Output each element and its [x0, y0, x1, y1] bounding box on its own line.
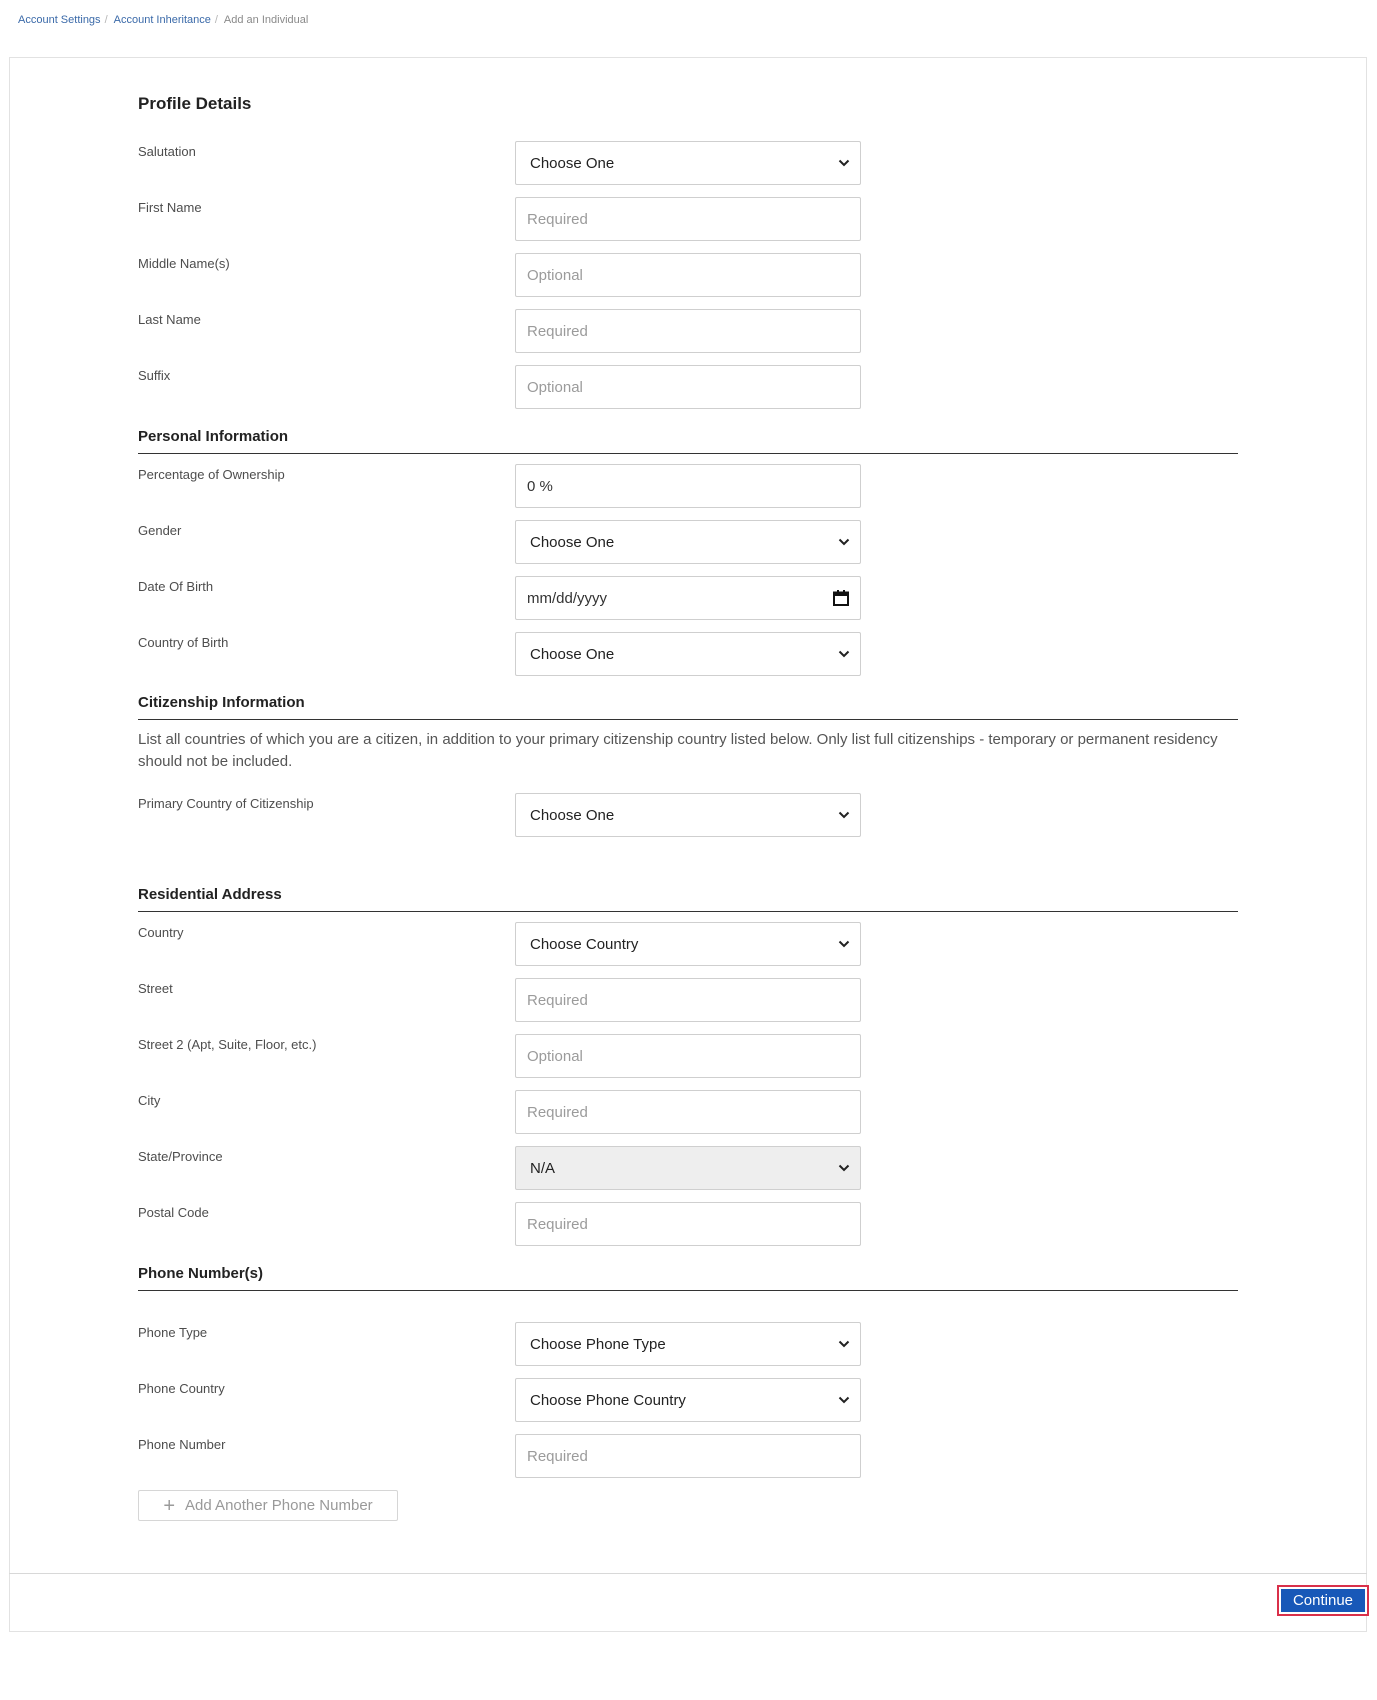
suffix-input[interactable]: Optional	[515, 365, 861, 409]
last-name-input[interactable]: Required	[515, 309, 861, 353]
breadcrumb-current: Add an Individual	[223, 14, 309, 26]
state-value: N/A	[530, 1159, 556, 1177]
label-city: City	[138, 1093, 161, 1108]
label-first-name: First Name	[138, 200, 202, 215]
dob-input[interactable]	[515, 576, 861, 620]
chevron-down-icon	[838, 538, 850, 546]
chevron-down-icon	[838, 159, 850, 167]
citizenship-help-text: List all countries of which you are a citizen, in addition to your primary citizenship country listed below. Only list full citizenships - temporary or permanent residency should not be included.	[138, 731, 1218, 770]
street2-input[interactable]: Optional	[515, 1034, 861, 1078]
label-salutation: Salutation	[138, 144, 196, 159]
section-title-profile: Profile Details	[138, 94, 252, 113]
label-postal: Postal Code	[138, 1205, 209, 1220]
salutation-value: Choose One	[530, 154, 615, 172]
section-title-phone: Phone Number(s)	[138, 1265, 264, 1282]
dob-value: mm/dd/yyyy	[527, 589, 608, 607]
street-input[interactable]: Required	[515, 978, 861, 1022]
label-dob: Date Of Birth	[138, 579, 214, 594]
section-title-personal: Personal Information	[138, 428, 289, 445]
label-suffix: Suffix	[138, 368, 171, 383]
first-name-input[interactable]: Required	[515, 197, 861, 241]
country-of-birth-select[interactable]	[515, 632, 861, 676]
section-divider	[138, 719, 1238, 720]
primary-citizenship-select[interactable]	[515, 793, 861, 837]
phone-country-value: Choose Phone Country	[530, 1391, 686, 1409]
add-phone-label: Add Another Phone Number	[185, 1497, 373, 1514]
chevron-down-icon	[838, 1340, 850, 1348]
breadcrumb-separator: /	[214, 14, 218, 26]
calendar-icon[interactable]	[832, 589, 850, 607]
ownership-input[interactable]: 0 %	[515, 464, 861, 508]
section-divider	[138, 911, 1238, 912]
primary-citizenship-value: Choose One	[530, 806, 615, 824]
breadcrumb-separator: /	[104, 14, 108, 26]
city-input[interactable]: Required	[515, 1090, 861, 1134]
section-divider	[138, 453, 1238, 454]
label-phone-type: Phone Type	[138, 1325, 208, 1340]
label-street2: Street 2 (Apt, Suite, Floor, etc.)	[138, 1037, 317, 1052]
postal-code-input[interactable]: Required	[515, 1202, 861, 1246]
section-title-citizenship: Citizenship Information	[138, 694, 305, 711]
continue-label: Continue	[1281, 1589, 1365, 1612]
breadcrumb	[18, 14, 308, 26]
plus-icon: +	[163, 1494, 176, 1517]
gender-select[interactable]	[515, 520, 861, 564]
label-address-country: Country	[138, 925, 184, 940]
footer-divider	[9, 1573, 1367, 1574]
chevron-down-icon	[838, 811, 850, 819]
label-phone-country: Phone Country	[138, 1381, 225, 1396]
breadcrumb-account-settings[interactable]: Account Settings	[18, 14, 101, 26]
phone-country-select[interactable]	[515, 1378, 861, 1422]
phone-type-value: Choose Phone Type	[530, 1335, 666, 1353]
phone-number-input[interactable]: Required	[515, 1434, 861, 1478]
state-select[interactable]	[515, 1146, 861, 1190]
label-primary-citizenship: Primary Country of Citizenship	[138, 796, 314, 811]
section-divider	[138, 1290, 1238, 1291]
label-country-of-birth: Country of Birth	[138, 635, 229, 650]
continue-button[interactable]	[1277, 1585, 1369, 1616]
middle-name-input[interactable]: Optional	[515, 253, 861, 297]
label-gender: Gender	[138, 523, 182, 538]
chevron-down-icon	[838, 940, 850, 948]
add-phone-button[interactable]	[138, 1490, 398, 1521]
breadcrumb-account-inheritance[interactable]: Account Inheritance	[113, 14, 211, 26]
address-country-select[interactable]	[515, 922, 861, 966]
label-middle-name: Middle Name(s)	[138, 256, 230, 271]
label-last-name: Last Name	[138, 312, 201, 327]
country-of-birth-value: Choose One	[530, 645, 615, 663]
label-state: State/Province	[138, 1149, 223, 1164]
address-country-value: Choose Country	[530, 935, 639, 953]
label-street: Street	[138, 981, 173, 996]
label-ownership: Percentage of Ownership	[138, 467, 285, 482]
section-title-address: Residential Address	[138, 886, 282, 903]
salutation-select[interactable]	[515, 141, 861, 185]
chevron-down-icon	[838, 1164, 850, 1172]
label-phone-number: Phone Number	[138, 1437, 226, 1452]
chevron-down-icon	[838, 1396, 850, 1404]
gender-value: Choose One	[530, 533, 615, 551]
phone-type-select[interactable]	[515, 1322, 861, 1366]
chevron-down-icon	[838, 650, 850, 658]
